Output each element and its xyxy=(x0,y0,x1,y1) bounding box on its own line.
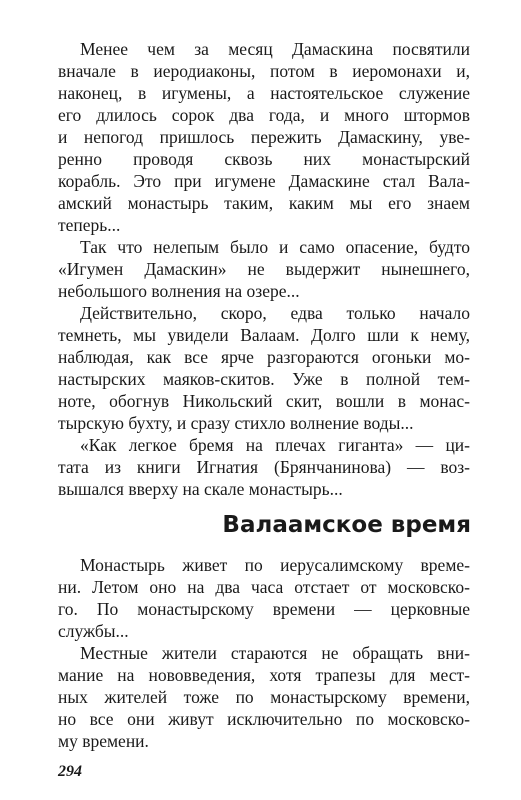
page-number: 294 xyxy=(58,763,82,780)
text-line: службы... xyxy=(58,621,129,641)
text-line: Менее чем за месяц Дамаскина посвятили xyxy=(80,39,470,59)
text-line: му времени. xyxy=(58,731,149,751)
text-line: но все они живут исключительно по московско- xyxy=(58,709,470,729)
text-line: Действительно, скоро, едва только начало xyxy=(80,303,470,323)
text-line: тырскую бухту, и сразу стихло волнение воды... xyxy=(58,413,414,433)
text-line: го. По монастырскому времени — церковные xyxy=(58,599,470,619)
text-line: «Игумен Дамаскин» не выдержит нынешнего, xyxy=(58,259,470,279)
text-line: Местные жители стараются не обращать вни- xyxy=(80,643,470,663)
text-line: ни. Летом оно на два часа отстает от московско- xyxy=(58,577,470,597)
text-line: корабль. Это при игумене Дамаскине стал Вала- xyxy=(58,171,470,191)
text-line: «Как легкое бремя на плечах гиганта» — ци- xyxy=(80,435,470,455)
text-line: вначале в иеродиаконы, потом в иеромонахи и, xyxy=(58,61,470,81)
text-line: теперь... xyxy=(58,215,121,235)
text-line: тата из книги Игнатия (Брянчанинова) — воз- xyxy=(58,457,470,477)
text-line: мание на нововведения, хотя трапезы для мест- xyxy=(58,665,470,685)
text-line: темнеть, мы увидели Валаам. Долго шли к нему, xyxy=(58,325,470,345)
text-line: Монастырь живет по иерусалимскому време- xyxy=(80,555,470,575)
text-line: ренно проводя сквозь них монастырский xyxy=(58,149,470,169)
section-heading: Валаамское время xyxy=(222,512,471,538)
text-line: амский монастырь таким, каким мы его знаем xyxy=(58,193,470,213)
text-line: его длилось сорок два года, и много штормов xyxy=(58,105,470,125)
text-line: вышался вверху на скале монастырь... xyxy=(58,479,343,499)
text-line: небольшого волнения на озере... xyxy=(58,281,300,301)
text-line: настырских маяков-скитов. Уже в полной тем- xyxy=(58,369,470,389)
text-line: наблюдая, как все ярче разгораются огоньки мо- xyxy=(58,347,470,367)
text-line: Так что нелепым было и само опасение, будто xyxy=(80,237,470,257)
text-line: ноте, обогнув Никольский скит, вошли в монас- xyxy=(58,391,470,411)
text-line: ных жителей тоже по монастырскому времени, xyxy=(58,687,470,707)
text-line: и непогод пришлось пережить Дамаскину, уве- xyxy=(58,127,470,147)
text-line: наконец, в игумены, а настоятельское служение xyxy=(58,83,470,103)
